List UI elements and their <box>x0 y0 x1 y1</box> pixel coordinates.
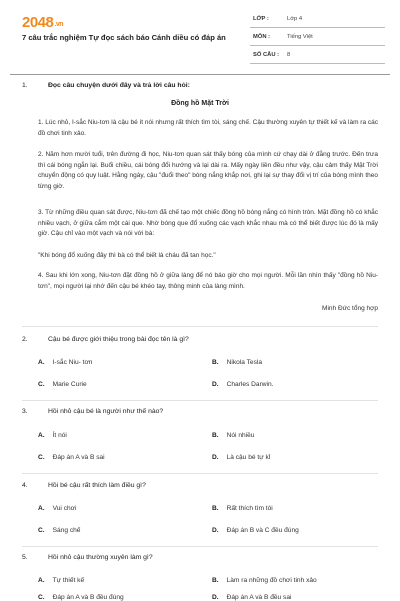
option-letter: B. <box>212 505 219 512</box>
question-text: Hồi nhỏ cậu bé là người như thế nào? <box>48 408 164 415</box>
answer-option[interactable] <box>212 381 274 388</box>
question-number: 2. <box>22 336 28 343</box>
option-text: Ít nói <box>52 432 67 439</box>
option-letter: A. <box>38 432 45 439</box>
option-text: Đáp án A và B sai <box>52 454 105 461</box>
meta-label: MÔN : <box>253 34 271 40</box>
site-logo[interactable] <box>22 14 63 31</box>
option-letter: A. <box>38 505 45 512</box>
option-letter: C. <box>38 454 45 461</box>
answer-option[interactable] <box>38 505 76 512</box>
option-text: Đáp án A và B đều đúng <box>52 594 124 601</box>
option-letter: D. <box>212 381 219 388</box>
story-paragraph: 4. Sau khi lớn xong, Niu-tơn đặt đồng hồ ở giữa làng để nó báo giờ cho mọi người. Mỗi lần nhìn thấy "đồng hồ Niu-tơn", mọi người lại nhớ đến cậu bé khéo tay, thông minh của làng mình. <box>38 272 378 290</box>
option-text: Nói nhiều <box>226 432 255 439</box>
option-text: Là cậu bé tự kỉ <box>226 454 271 461</box>
document-title: 7 câu trắc nghiệm Tự đọc sách báo Cánh diều có đáp án <box>22 33 226 42</box>
option-letter: D. <box>212 454 219 461</box>
story-paragraph: 3. Từ những điều quan sát được, Niu-tơn đã chế tạo một chiếc đồng hồ bóng nắng có hình tròn. Mặt đồng hồ có khắc nhiều vạch, ở giữa cắm một cái que. Nhờ bóng que đổ xuống các vạch khắc nhau mà có thể biết được lúc đó là mấy giờ. Cậu chỉ vào một vạch và nói với bà: <box>38 209 378 237</box>
meta-row-subject <box>250 32 385 46</box>
option-letter: A. <box>38 577 45 584</box>
question-number: 3. <box>22 408 28 415</box>
question-number: 5. <box>22 554 28 561</box>
answer-option[interactable] <box>212 359 262 366</box>
answer-option[interactable] <box>212 432 254 439</box>
meta-label: LỚP : <box>253 16 269 22</box>
answer-option[interactable] <box>212 577 317 584</box>
logo-main: 2048 <box>22 14 54 31</box>
option-letter: C. <box>38 594 45 601</box>
answer-option[interactable] <box>38 454 105 461</box>
option-text: Đáp án A và B đều sai <box>226 594 292 601</box>
answer-option[interactable] <box>212 527 299 534</box>
answer-option[interactable] <box>38 432 67 439</box>
logo-suffix: .vn <box>54 21 63 28</box>
question-number: 4. <box>22 482 28 489</box>
meta-value: 8 <box>287 52 291 58</box>
option-letter: A. <box>38 359 45 366</box>
meta-info <box>250 14 385 68</box>
story-paragraph: 1. Lúc nhỏ, I-sắc Niu-tơn là cậu bé ít nói nhưng rất thích tìm tòi, sáng chế. Cậu thường xuyên tự thiết kế và làm ra các đồ chơi tinh xảo. <box>38 119 378 137</box>
answer-option[interactable] <box>212 505 273 512</box>
meta-row-count <box>250 50 385 64</box>
option-text: Tự thiết kế <box>52 577 85 584</box>
question-text: Đọc câu chuyện dưới đây và trả lời câu hỏi: <box>48 82 190 89</box>
meta-value: Tiếng Việt <box>287 34 313 40</box>
story-paragraph: "Khi bóng đổ xuống đây thì bà có thể biết là cháu đã tan học." <box>38 252 216 259</box>
question-text: Hồi bé cậu rất thích làm điều gì? <box>48 482 146 489</box>
story-author: Minh Đức tổng hợp <box>322 305 378 312</box>
question-divider <box>22 473 378 474</box>
answer-option[interactable] <box>38 381 87 388</box>
story-title: Đồng hồ Mặt Trời <box>171 100 229 107</box>
option-text: Rất thích tìm tòi <box>226 505 273 512</box>
option-letter: B. <box>212 359 219 366</box>
meta-row-class <box>250 14 385 28</box>
meta-value: Lớp 4 <box>287 16 303 22</box>
option-text: Vui chơi <box>52 505 77 512</box>
option-letter: B. <box>212 577 219 584</box>
meta-label: SỐ CÂU : <box>253 52 280 58</box>
option-letter: D. <box>212 594 219 601</box>
header-divider <box>10 74 390 75</box>
option-text: Nikola Tesla <box>226 359 263 366</box>
answer-option[interactable] <box>38 359 92 366</box>
story-paragraph: 2. Năm hơn mười tuổi, trên đường đi học, Niu-tơn quan sát thấy bóng của mình cứ chạy dài ở đằng trước. Đến trưa thì cái bóng ngắn lại. Buổi chiều, cái bóng đổi hướng và lại dài ra. Mấy ngày liền đều như vậy, cậu cảm thấy Mặt Trời chuyển động có quy luật. Hằng ngày, cậu "đuổi theo" bóng nắng khắp nơi, ghi lại sự thay đổi vị trí của bóng mình theo từng giờ. <box>38 151 378 190</box>
option-text: I-sắc Niu- tơn <box>52 359 93 366</box>
question-divider <box>22 546 378 547</box>
option-text: Charles Darwin. <box>226 381 274 388</box>
answer-option[interactable] <box>38 577 84 584</box>
question-text: Hồi nhỏ cậu thường xuyên làm gì? <box>48 554 153 561</box>
option-letter: B. <box>212 432 219 439</box>
question-number: 1. <box>22 82 28 89</box>
answer-option[interactable] <box>38 527 80 534</box>
answer-option[interactable] <box>212 454 270 461</box>
option-letter: D. <box>212 527 219 534</box>
question-divider <box>22 400 378 401</box>
question-text: Cậu bé được giới thiệu trong bài đọc tên là gì? <box>48 336 189 343</box>
option-text: Marie Curie <box>52 381 87 388</box>
option-letter: C. <box>38 527 45 534</box>
question-divider <box>22 326 378 327</box>
option-letter: C. <box>38 381 45 388</box>
option-text: Sáng chế <box>52 527 81 534</box>
option-text: Làm ra những đồ chơi tinh xảo <box>226 577 317 584</box>
option-text: Đáp án B và C đều đúng <box>226 527 299 534</box>
